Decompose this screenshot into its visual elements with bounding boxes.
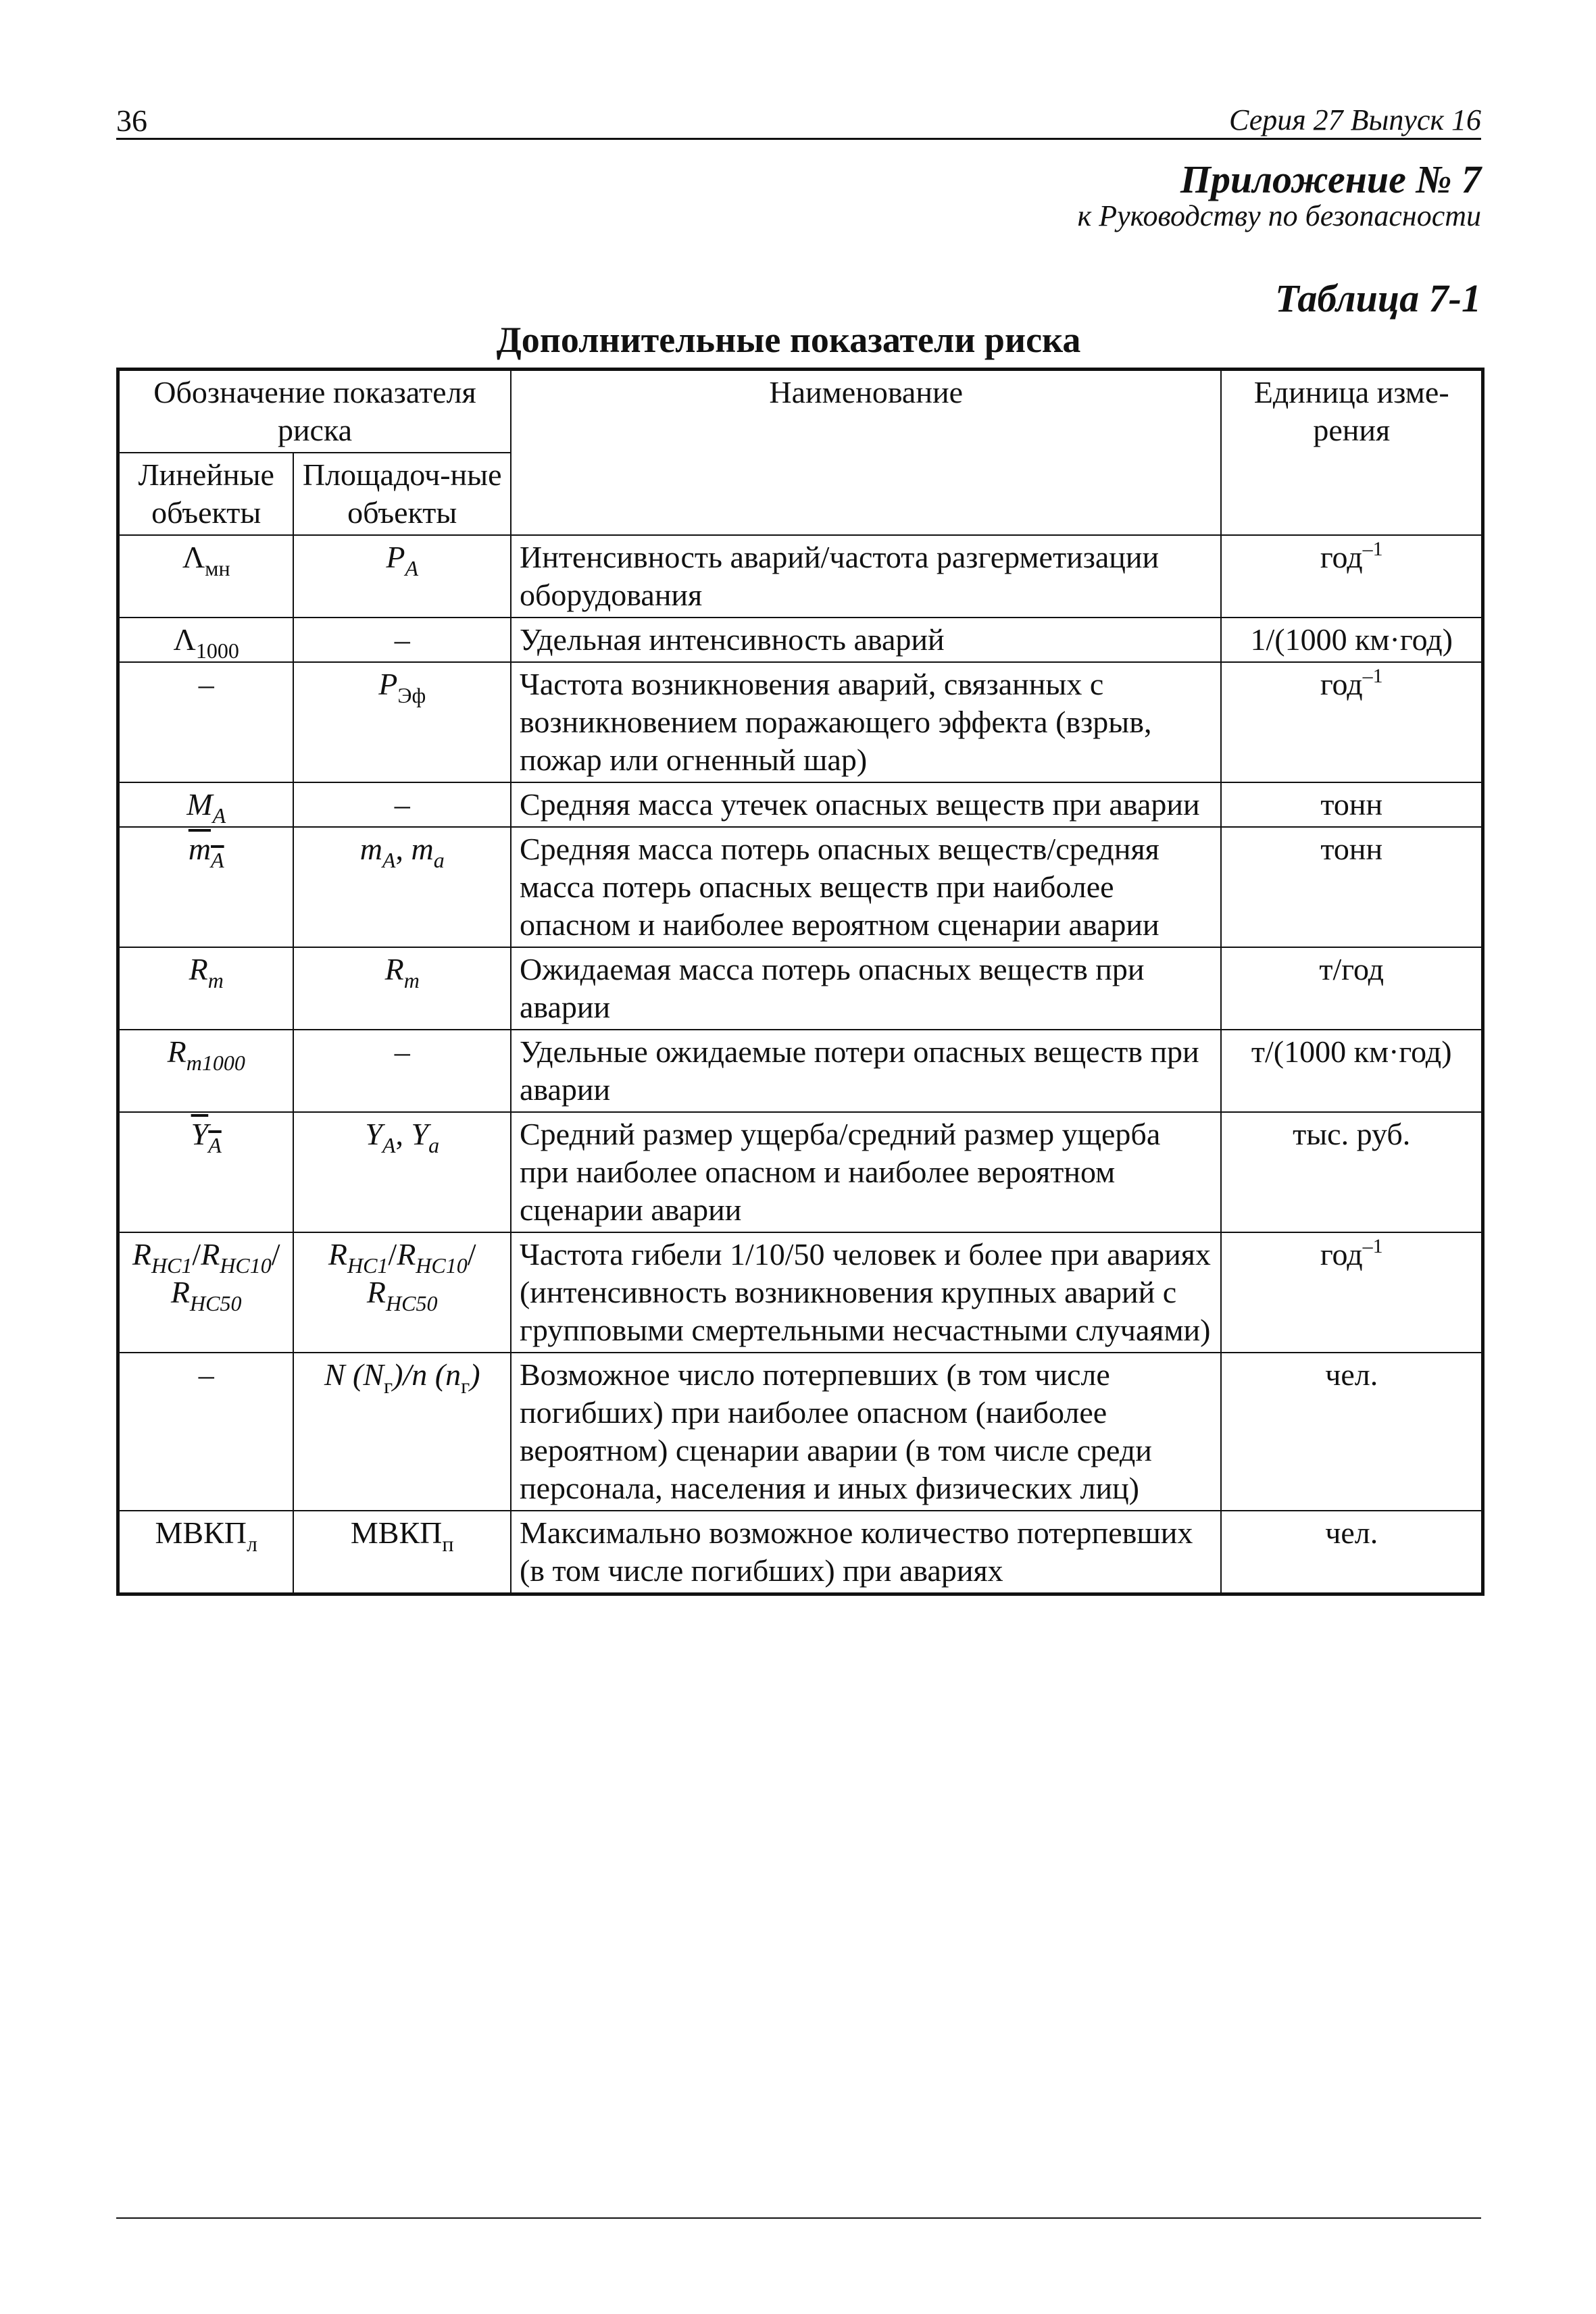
linear-symbol [118, 1030, 294, 1112]
indicator-unit: 1/(1000 км·год) [1221, 618, 1482, 662]
symbol-subscript: НС1 [151, 1253, 193, 1278]
symbol-subscript: A [211, 848, 224, 872]
area-symbol [293, 947, 511, 1030]
table-row [118, 1030, 1483, 1112]
indicator-unit: т/год [1221, 947, 1482, 1030]
symbol-subscript: A [405, 556, 419, 580]
symbol-subscript: НС1 [347, 1253, 389, 1278]
linear-symbol [118, 1353, 294, 1511]
symbol-base: R [366, 1275, 386, 1309]
table-row [118, 1511, 1483, 1594]
table-title: Дополнительные показатели риска [496, 320, 1081, 360]
symbol-subscript: мн [205, 556, 230, 580]
symbol-base: N (N [324, 1357, 384, 1392]
indicator-name: Средняя масса утечек опасных веществ при аварии [511, 782, 1221, 827]
symbol-separator: / [192, 1237, 201, 1272]
table-label: Таблица 7-1 [1275, 276, 1481, 320]
symbol-subscript: m [207, 968, 224, 992]
indicator-unit [1221, 535, 1482, 618]
symbol-separator: , [395, 1117, 412, 1151]
symbol-subscript: Эф [397, 683, 426, 707]
indicator-unit: тонн [1221, 827, 1482, 947]
symbol-subscript: m [403, 968, 420, 992]
indicator-unit [1221, 1232, 1482, 1353]
symbol-base: R [132, 1237, 151, 1272]
symbol-base: МВКП [350, 1515, 443, 1550]
footer-rule [116, 2217, 1481, 2219]
symbol-base: Y [411, 1117, 429, 1151]
table-row [118, 1353, 1483, 1511]
symbol-base: R [167, 1034, 186, 1069]
overlined-symbol [191, 1117, 222, 1157]
linear-symbol [118, 662, 294, 782]
symbol-base: M [186, 787, 213, 822]
table-header-row [118, 370, 1483, 453]
table-row [118, 1232, 1483, 1353]
symbol-subscript: 1000 [195, 638, 239, 663]
area-symbol [293, 1353, 511, 1511]
linear-symbol [118, 827, 294, 947]
page-number: 36 [116, 103, 147, 138]
header-name: Наименование [511, 370, 1221, 536]
symbol-separator: / [388, 1237, 397, 1272]
symbol-base: m [359, 832, 382, 866]
table-row [118, 1112, 1483, 1232]
symbol-base: R [384, 952, 404, 986]
area-symbol [293, 618, 511, 662]
table-row [118, 782, 1483, 827]
linear-symbol [118, 1112, 294, 1232]
unit-base: год [1320, 667, 1363, 701]
table-row [118, 535, 1483, 618]
indicator-name: Частота возникновения аварий, связанных с возникновением поражающего эффекта (взрыв, пожар или огненный шар) [511, 662, 1221, 782]
linear-symbol [118, 1511, 294, 1594]
table-row [118, 618, 1483, 662]
header-rule [116, 138, 1481, 140]
symbol-subscript: m1000 [186, 1051, 245, 1075]
symbol-subscript: a [428, 1133, 440, 1157]
unit-superscript: –1 [1362, 1235, 1383, 1257]
symbol-base: P [378, 667, 398, 701]
symbol-subscript: г [461, 1374, 470, 1398]
appendix-title: Приложение № 7 [1180, 157, 1481, 201]
symbol-base: R [201, 1237, 220, 1272]
symbol-subscript: г [384, 1374, 393, 1398]
linear-symbol [118, 618, 294, 662]
symbol-separator: / [467, 1237, 476, 1272]
symbol-separator: , [395, 832, 412, 866]
linear-symbol [118, 1232, 294, 1353]
indicator-unit: чел. [1221, 1511, 1482, 1594]
symbol-subscript: НС50 [386, 1291, 438, 1315]
unit-base: год [1320, 1237, 1363, 1272]
linear-symbol [118, 782, 294, 827]
area-symbol [293, 1030, 511, 1112]
appendix-subtitle: к Руководству по безопасности [1077, 199, 1481, 232]
indicator-unit: чел. [1221, 1353, 1482, 1511]
indicator-name: Удельная интенсивность аварий [511, 618, 1221, 662]
symbol-base: Y [365, 1117, 382, 1151]
series-label: Серия 27 Выпуск 16 [1229, 103, 1481, 136]
symbol-subscript: НС50 [190, 1291, 242, 1315]
indicator-name: Средний размер ущерба/средний размер ущерба при наиболее опасном и наиболее вероятном сценарии аварии [511, 1112, 1221, 1232]
indicator-name: Максимально возможное количество потерпевших (в том числе погибших) при авариях [511, 1511, 1221, 1594]
linear-symbol [118, 947, 294, 1030]
symbol-base: R [170, 1275, 191, 1309]
symbol-subscript: л [246, 1532, 257, 1556]
area-symbol [293, 1232, 511, 1353]
area-symbol [293, 1112, 511, 1232]
indicator-unit: тонн [1221, 782, 1482, 827]
symbol-base: – [394, 1034, 410, 1069]
symbol-middle: )/n (n [393, 1357, 462, 1392]
table-row [118, 662, 1483, 782]
symbol-subscript: A [212, 803, 226, 828]
unit-superscript: –1 [1362, 538, 1383, 560]
header-area: Площадоч-ные объекты [293, 453, 511, 535]
symbol-base: m [411, 832, 434, 866]
symbol-subscript: A [382, 1133, 396, 1157]
indicator-name: Интенсивность аварий/частота разгерметизации оборудования [511, 535, 1221, 618]
symbol-subscript: A [208, 1133, 222, 1157]
indicator-name: Средняя масса потерь опасных веществ/средняя масса потерь опасных веществ при наиболее опасном и наиболее вероятном сценарии аварии [511, 827, 1221, 947]
symbol-base: – [394, 787, 410, 822]
symbol-subscript: A [382, 848, 396, 872]
symbol-base: – [198, 667, 214, 701]
symbol-subscript: п [442, 1532, 454, 1556]
symbol-base: R [189, 952, 208, 986]
area-symbol [293, 1511, 511, 1594]
indicator-name: Ожидаемая масса потерь опасных веществ при аварии [511, 947, 1221, 1030]
indicator-unit: т/(1000 км·год) [1221, 1030, 1482, 1112]
symbol-base: Λ [182, 540, 205, 574]
risk-indicators-table [116, 368, 1485, 1596]
symbol-subscript: НС10 [220, 1253, 272, 1278]
symbol-base: Y [191, 1117, 209, 1151]
symbol-subscript: a [433, 848, 445, 872]
symbol-base: МВКП [155, 1515, 247, 1550]
overlined-symbol [188, 832, 224, 872]
symbol-base: – [394, 622, 410, 657]
table-row [118, 947, 1483, 1030]
symbol-base: P [386, 540, 405, 574]
header-designation: Обозначение показателя риска [118, 370, 511, 453]
indicator-unit [1221, 662, 1482, 782]
unit-superscript: –1 [1362, 665, 1383, 687]
unit-base: год [1320, 540, 1363, 574]
table-row [118, 827, 1483, 947]
symbol-base: m [188, 832, 211, 866]
area-symbol [293, 827, 511, 947]
indicator-name: Возможное число потерпевших (в том числе погибших) при наиболее опасном (наиболее вероятном) сценарии аварии (в том числе среди персонала, населения и иных физических лиц) [511, 1353, 1221, 1511]
indicator-name: Частота гибели 1/10/50 человек и более при авариях (интенсивность возникновения крупных аварий с групповыми смертельными несчастными случаями) [511, 1232, 1221, 1353]
symbol-base: R [397, 1237, 416, 1272]
symbol-subscript: НС10 [416, 1253, 468, 1278]
indicator-name: Удельные ожидаемые потери опасных веществ при аварии [511, 1030, 1221, 1112]
indicator-unit: тыс. руб. [1221, 1112, 1482, 1232]
area-symbol [293, 535, 511, 618]
area-symbol [293, 782, 511, 827]
linear-symbol [118, 535, 294, 618]
symbol-base: R [328, 1237, 347, 1272]
symbol-base: – [198, 1357, 214, 1392]
header-linear: Линейные объекты [118, 453, 294, 535]
symbol-end: ) [470, 1357, 480, 1392]
symbol-separator: / [271, 1237, 280, 1272]
area-symbol [293, 662, 511, 782]
header-unit: Единица изме-рения [1221, 370, 1482, 536]
symbol-base: Λ [173, 622, 196, 657]
